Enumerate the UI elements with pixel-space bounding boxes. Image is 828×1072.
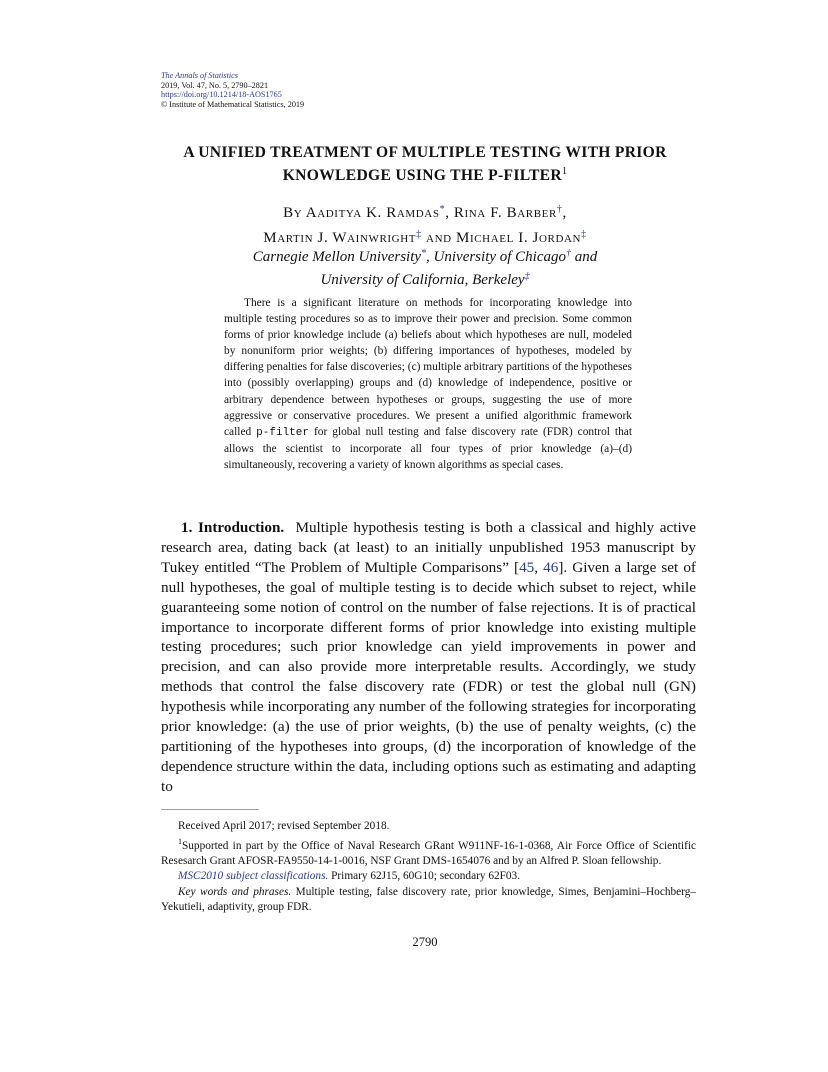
affiliation-mark: †: [566, 248, 572, 259]
keywords-label: Key words and phrases.: [178, 885, 292, 898]
intro-paragraph: [161, 518, 696, 797]
intro-text-2: ]. Given a large set of null hypotheses, the goal of multiple testing is to decide which subset to reject, while guaranteeing some notion of control on the number of false rejections. It is of practical importance to incorporate different forms of prior knowledge into existing multiple testing procedures; such prior knowledge can yield improvements in power and precision, and can also provide more interpretable results. Accordingly, we study methods that control the false discovery rate (FDR) or test the global null (GN) hypothesis while incorporating any number of the following strategies for incorporating prior knowledge: (a) the use of prior weights, (b) the use of penalty weights, (c) the partitioning of the hypotheses into groups, (d) the incorporation of knowledge of the dependence structure within the data, including options such as estimating and adapting to: [161, 558, 696, 795]
footnotes: [161, 819, 696, 915]
affiliation-uchicago: , University of Chicago: [426, 249, 567, 265]
msc-note: [161, 869, 696, 884]
author-mark: †: [556, 204, 563, 215]
abstract-text-2: for global null testing and false discovery rate (FDR) control that allows the scientist to incorporate all four types of prior knowledge (a)–(d) simultaneously, recovering a variety of known algorithms as special cases.: [224, 425, 632, 471]
footnote-mark: 1: [178, 837, 182, 847]
support-text: Supported in part by the Office of Naval Research GRant W911NF-16-1-0368, Air Force Office of Scientific Resesarch Grant AFOSR-FA9550-14-1-0016, NSF Grant DMS-1654076 and by an Alfred P. Sloan fellowship.: [161, 839, 696, 868]
author-mark: ‡: [416, 229, 422, 240]
author-list: [130, 199, 720, 249]
page-number: 2790: [412, 935, 438, 949]
author-mark: ‡: [581, 229, 587, 240]
introduction-section: [161, 518, 696, 797]
keywords-note: [161, 885, 696, 915]
citation-link[interactable]: 46: [543, 558, 559, 576]
author-wainwright: Martin J. Wainwright: [263, 230, 417, 246]
abstract-code: p-filter: [256, 426, 309, 439]
abstract: [224, 295, 632, 473]
title-footnote-mark[interactable]: 1: [561, 166, 568, 177]
author-separator: ,: [562, 205, 567, 221]
title-line-2: [130, 162, 720, 185]
paper-title: [130, 143, 720, 185]
keywords-text: Multiple testing, false discovery rate, prior knowledge, Simes, Benjamini–Hochberg–Yekutieli, adaptivity, group FDR.: [161, 885, 696, 913]
affiliation-berkeley: University of California, Berkeley: [320, 272, 525, 288]
received-note: Received April 2017; revised September 2018.: [178, 820, 390, 832]
journal-header: [161, 71, 304, 109]
affiliation-line-1: [130, 244, 720, 267]
citation-link[interactable]: 45: [519, 558, 535, 576]
journal-name[interactable]: The Annals of Statistics: [161, 71, 238, 80]
msc-label[interactable]: MSC2010 subject classifications.: [178, 870, 329, 883]
author-barber: , Rina F. Barber: [445, 205, 557, 221]
affiliation-and: and: [571, 249, 598, 265]
author-mark: *: [439, 204, 446, 215]
author-jordan: and Michael I. Jordan: [421, 230, 582, 246]
abstract-paragraph: [224, 295, 632, 473]
footnote-divider: [161, 809, 259, 810]
citation-separator: ,: [534, 558, 544, 576]
section-heading: 1. Introduction.: [181, 519, 285, 536]
journal-volume: 2019, Vol. 47, No. 5, 2790–2821: [161, 80, 269, 90]
title-line-2-text: KNOWLEDGE USING THE P-FILTER: [282, 167, 562, 185]
author-line-1: [130, 199, 720, 224]
msc-text: Primary 62J15, 60G10; secondary 62F03.: [328, 870, 521, 883]
affiliation-mark: ‡: [524, 271, 530, 282]
copyright-line: © Institute of Mathematical Statistics, 2019: [161, 99, 305, 109]
title-line-1: A UNIFIED TREATMENT OF MULTIPLE TESTING WITH PRIOR: [183, 144, 667, 161]
affiliation-cmu: Carnegie Mellon University: [252, 249, 422, 265]
intro-text-1: Multiple hypothesis testing is both a classical and highly active research area, dating back (at least) to an initially unpublished 1953 manuscript by Tukey entitled “The Problem of Multiple Comparisons” [: [161, 519, 697, 576]
support-note: [161, 834, 696, 869]
author-ramdas: By Aaditya K. Ramdas: [283, 205, 440, 221]
affiliation-line-2: [130, 267, 720, 290]
affiliation-mark: *: [421, 248, 427, 259]
abstract-text-1: There is a significant literature on methods for incorporating knowledge into multiple testing procedures so as to improve their power and precision. Some common forms of prior knowledge include (a) beliefs about which hypotheses are null, modeled by nonuniform prior weights; (b) differing importances of hypotheses, modeled by differing penalties for false discoveries; (c) multiple arbitrary partitions of the hypotheses into (possibly overlapping) groups and (d) knowledge of independence, positive or arbitrary dependence between hypotheses or groups, suggesting the use of more aggressive or conservative procedures. We present a unified algorithmic framework called: [224, 297, 632, 438]
affiliations: [130, 244, 720, 290]
doi-link[interactable]: https://doi.org/10.1214/18-AOS1765: [161, 90, 282, 99]
